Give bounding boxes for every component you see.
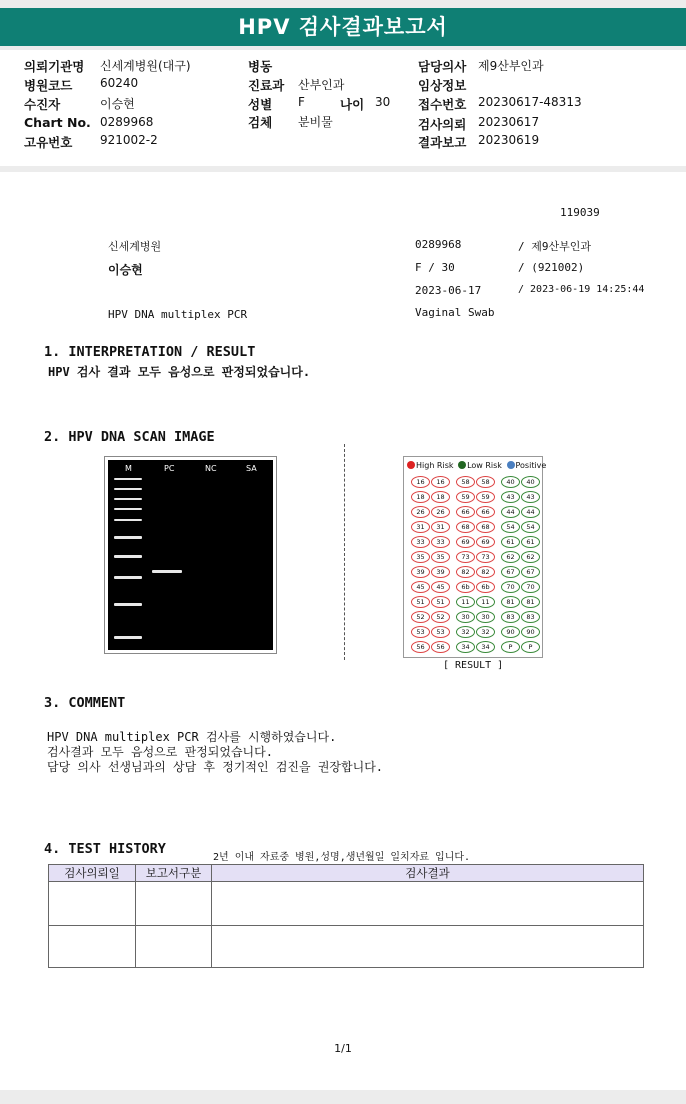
hpv-type-51-marker: 51 (411, 596, 430, 608)
hpv-type-68-marker: 68 (476, 521, 495, 533)
hpv-type-51-marker: 51 (431, 596, 450, 608)
hospital-code-value: 60240 (100, 76, 139, 90)
institution-value: 신세계병원(대구) (100, 59, 191, 73)
report-hospital: 신세계병원 (108, 240, 162, 253)
marker-band (114, 576, 142, 579)
hpv-type-43-marker: 43 (501, 491, 520, 503)
hpv-type-53-marker: 53 (431, 626, 450, 638)
hpv-type-6b-marker: 6b (476, 581, 495, 593)
high-risk-dot-icon (407, 461, 415, 469)
marker-band (114, 636, 142, 639)
hpv-type-33-marker: 33 (411, 536, 430, 548)
sex-label: 성별 (248, 97, 273, 112)
report-request-date: 2023-06-17 (415, 284, 482, 297)
request-date-label: 검사의뢰 (418, 117, 467, 132)
hpv-type-56-marker: 56 (411, 641, 430, 653)
marker-band (114, 536, 142, 539)
specimen-value: 분비물 (298, 115, 333, 129)
low-risk-dot-icon (458, 461, 466, 469)
hpv-type-34-marker: 34 (476, 641, 495, 653)
hpv-type-81-marker: 81 (521, 596, 540, 608)
lane-label-m: M (125, 464, 132, 473)
hpv-type-18-marker: 18 (411, 491, 430, 503)
report-datetime: / 2023-06-19 14:25:44 (518, 284, 645, 295)
hpv-type-30-marker: 30 (476, 611, 495, 623)
hpv-type-P-marker: P (521, 641, 540, 653)
receipt-number-value: 20230617-48313 (478, 95, 582, 109)
gel-image (104, 456, 277, 654)
positive-dot-icon (507, 461, 515, 469)
patient-label: 수진자 (24, 97, 61, 112)
hpv-type-90-marker: 90 (501, 626, 520, 638)
legend-low-risk: Low Risk (467, 461, 502, 470)
hpv-type-61-marker: 61 (521, 536, 540, 548)
hpv-type-54-marker: 54 (501, 521, 520, 533)
hpv-type-30-marker: 30 (456, 611, 475, 623)
section-3-title: 3. COMMENT (44, 695, 126, 711)
hpv-type-82-marker: 82 (476, 566, 495, 578)
report-doctor: / 제9산부인과 (518, 240, 591, 253)
marker-band (114, 508, 142, 510)
hpv-type-16-marker: 16 (431, 476, 450, 488)
legend-positive: Positive (515, 461, 547, 470)
hpv-type-66-marker: 66 (476, 506, 495, 518)
marker-band (114, 603, 142, 606)
lane-label-pc: PC (164, 464, 175, 473)
hpv-type-62-marker: 62 (501, 551, 520, 563)
marker-band (114, 478, 142, 480)
patient-value: 이승현 (100, 97, 135, 111)
hpv-type-44-marker: 44 (521, 506, 540, 518)
col-request-date: 검사의뢰일 (49, 865, 136, 882)
comment-line-3: 담당 의사 선생님과의 상담 후 정기적인 검진을 권장합니다. (47, 760, 384, 774)
report-chart: 0289968 (415, 238, 462, 251)
department-value: 산부인과 (298, 78, 345, 92)
col-result: 검사결과 (212, 865, 644, 882)
lane-label-sa: SA (246, 464, 257, 473)
hpv-type-39-marker: 39 (411, 566, 430, 578)
report-birth: / (921002) (518, 261, 585, 274)
hpv-type-40-marker: 40 (501, 476, 520, 488)
hpv-type-67-marker: 67 (521, 566, 540, 578)
report-page (0, 172, 686, 1090)
hpv-type-83-marker: 83 (521, 611, 540, 623)
section-4-title: 4. TEST HISTORY (44, 841, 166, 857)
hpv-type-34-marker: 34 (456, 641, 475, 653)
hpv-type-44-marker: 44 (501, 506, 520, 518)
lane-label-nc: NC (205, 464, 217, 473)
report-date-label: 결과보고 (418, 135, 467, 150)
legend-high-risk: High Risk (416, 461, 454, 470)
hpv-type-73-marker: 73 (456, 551, 475, 563)
report-patient: 이승현 (108, 263, 143, 277)
report-specimen: Vaginal Swab (415, 306, 495, 319)
history-note: 2년 이내 자료중 병원,성명,생년월일 일치자료 입니다. (213, 852, 471, 863)
page-number: 1/1 (334, 1042, 352, 1055)
test-history-table (48, 864, 644, 968)
hpv-type-82-marker: 82 (456, 566, 475, 578)
hpv-type-81-marker: 81 (501, 596, 520, 608)
report-date-value: 20230619 (478, 133, 540, 147)
chart-label: Chart No. (24, 115, 91, 130)
table-row (49, 882, 644, 926)
report-sex-age: F / 30 (415, 261, 455, 274)
sex-value: F (298, 95, 305, 109)
hpv-type-66-marker: 66 (456, 506, 475, 518)
patient-info-panel (0, 50, 686, 166)
result-caption: [ RESULT ] (443, 660, 504, 671)
hpv-type-32-marker: 32 (476, 626, 495, 638)
specimen-label: 검체 (248, 115, 273, 130)
hpv-type-52-marker: 52 (411, 611, 430, 623)
report-id: 119039 (560, 206, 600, 219)
hpv-type-16-marker: 16 (411, 476, 430, 488)
marker-band (114, 519, 142, 521)
table-row (49, 926, 644, 968)
hpv-type-61-marker: 61 (501, 536, 520, 548)
comment-line-2: 검사결과 모두 음성으로 판정되었습니다. (47, 745, 273, 759)
hpv-type-35-marker: 35 (431, 551, 450, 563)
hpv-type-67-marker: 67 (501, 566, 520, 578)
hpv-type-18-marker: 18 (431, 491, 450, 503)
comment-line-1: HPV DNA multiplex PCR 검사를 시행하였습니다. (47, 730, 337, 744)
hpv-type-45-marker: 45 (431, 581, 450, 593)
hpv-type-69-marker: 69 (456, 536, 475, 548)
hpv-legend (407, 461, 546, 470)
hpv-type-33-marker: 33 (431, 536, 450, 548)
hpv-type-32-marker: 32 (456, 626, 475, 638)
hpv-type-53-marker: 53 (411, 626, 430, 638)
scan-divider (344, 444, 345, 660)
marker-band (114, 488, 142, 490)
hpv-type-70-marker: 70 (501, 581, 520, 593)
report-test-name: HPV DNA multiplex PCR (108, 308, 248, 321)
hpv-type-6b-marker: 6b (456, 581, 475, 593)
hpv-type-39-marker: 39 (431, 566, 450, 578)
request-date-value: 20230617 (478, 115, 540, 129)
unique-number-label: 고유번호 (24, 135, 73, 150)
hpv-type-31-marker: 31 (411, 521, 430, 533)
hpv-type-69-marker: 69 (476, 536, 495, 548)
hpv-result-panel (403, 456, 547, 658)
hpv-type-43-marker: 43 (521, 491, 540, 503)
hpv-type-62-marker: 62 (521, 551, 540, 563)
hpv-type-31-marker: 31 (431, 521, 450, 533)
hpv-type-54-marker: 54 (521, 521, 540, 533)
hpv-type-52-marker: 52 (431, 611, 450, 623)
section-2-title: 2. HPV DNA SCAN IMAGE (44, 429, 215, 445)
report-title: HPV 검사결과보고서 (0, 8, 686, 46)
col-report-type: 보고서구분 (136, 865, 212, 882)
interpretation-text: HPV 검사 결과 모두 음성으로 판정되었습니다. (48, 365, 311, 379)
hpv-type-P-marker: P (501, 641, 520, 653)
hpv-type-90-marker: 90 (521, 626, 540, 638)
chart-value: 0289968 (100, 115, 154, 129)
hpv-type-35-marker: 35 (411, 551, 430, 563)
gel-background (108, 460, 273, 650)
hpv-type-11-marker: 11 (476, 596, 495, 608)
hpv-type-45-marker: 45 (411, 581, 430, 593)
hpv-type-26-marker: 26 (431, 506, 450, 518)
hpv-type-40-marker: 40 (521, 476, 540, 488)
clinical-info-label: 임상정보 (418, 78, 467, 93)
hospital-code-label: 병원코드 (24, 78, 73, 93)
pc-band (152, 570, 182, 573)
doctor-value: 제9산부인과 (478, 59, 544, 73)
section-1-title: 1. INTERPRETATION / RESULT (44, 344, 256, 360)
ward-label: 병동 (248, 59, 273, 74)
hpv-type-26-marker: 26 (411, 506, 430, 518)
hpv-type-58-marker: 58 (456, 476, 475, 488)
institution-label: 의뢰기관명 (24, 59, 85, 74)
hpv-type-70-marker: 70 (521, 581, 540, 593)
hpv-type-59-marker: 59 (476, 491, 495, 503)
doctor-label: 담당의사 (418, 59, 467, 74)
hpv-type-68-marker: 68 (456, 521, 475, 533)
table-header-row (49, 865, 644, 882)
receipt-number-label: 접수번호 (418, 97, 467, 112)
age-label: 나이 (340, 97, 365, 112)
unique-number-value: 921002-2 (100, 133, 158, 147)
marker-band (114, 555, 142, 558)
hpv-type-73-marker: 73 (476, 551, 495, 563)
hpv-type-83-marker: 83 (501, 611, 520, 623)
age-value: 30 (375, 95, 391, 109)
hpv-type-56-marker: 56 (431, 641, 450, 653)
hpv-type-58-marker: 58 (476, 476, 495, 488)
department-label: 진료과 (248, 78, 285, 93)
hpv-type-11-marker: 11 (456, 596, 475, 608)
marker-band (114, 498, 142, 500)
hpv-type-59-marker: 59 (456, 491, 475, 503)
